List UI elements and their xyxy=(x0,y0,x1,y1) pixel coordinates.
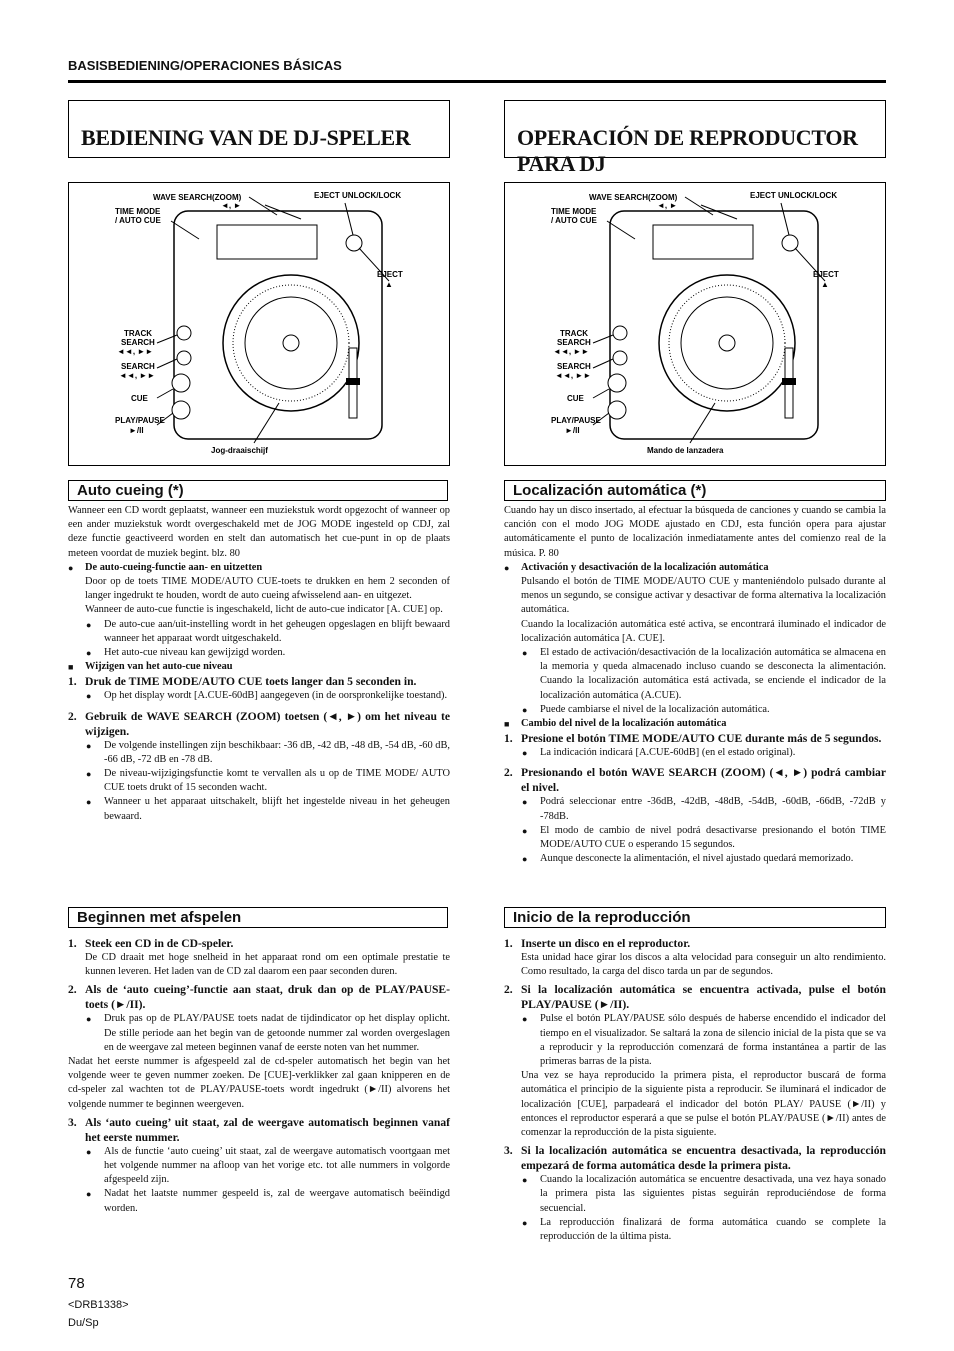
left-column-1 xyxy=(68,504,450,824)
step-text: Steek een CD in de CD-speler. xyxy=(85,937,234,950)
title-left: BEDIENING VAN DE DJ-SPELER xyxy=(81,125,411,150)
title-right: OPERACIÓN DE REPRODUCTOR PARA DJ xyxy=(517,125,858,176)
label-jog: Mando de lanzadera xyxy=(647,446,724,455)
step-text: Als de ‘auto cueing’-functie aan staat, druk dan op de PLAY/PAUSE-toets (►/II). xyxy=(85,983,450,1012)
list-item: ● Op het display wordt [A.CUE-60dB] aangegeven (in de oorspronkelijke toestand). xyxy=(68,689,450,703)
list-item: ● De volgende instellingen zijn beschikbaar: -36 dB, -42 dB, -48 dB, -54 dB, -60 dB, -66 dB, -72 dB en -78 dB. xyxy=(68,739,450,767)
label-wave-arrows: ◄, ► xyxy=(657,201,678,210)
step xyxy=(68,709,450,739)
step xyxy=(68,1115,450,1145)
step-number: 2. xyxy=(68,709,77,723)
list-item: ● Podrá seleccionar entre -36dB, -42dB, -48dB, -54dB, -60dB, -66dB, -72dB y -78dB. xyxy=(504,795,886,823)
label-track: TRACK xyxy=(560,329,588,338)
label-track-sym: ◄◄, ►► xyxy=(117,347,154,356)
section-heading-right-2 xyxy=(504,907,886,928)
label-time-mode: TIME MODE xyxy=(115,207,161,216)
language-code: Du/Sp xyxy=(68,1317,99,1329)
step xyxy=(504,765,886,795)
label-track: TRACK xyxy=(124,329,152,338)
list-item: ● La reproducción finalizará de forma automática cuando se complete la reproducción de la última pista. xyxy=(504,1216,886,1244)
step-number: 2. xyxy=(504,766,513,780)
label-play: PLAY/PAUSE xyxy=(551,416,601,425)
section-heading-left-1 xyxy=(68,480,448,501)
step-number: 3. xyxy=(68,1115,77,1129)
list-item: ● El modo de cambio de nivel podrá desactivarse presionando el botón TIME MODE/AUTO CUE o esperando 15 segundos. xyxy=(504,824,886,852)
step-number: 3. xyxy=(504,1144,513,1158)
label-wave: WAVE SEARCH(ZOOM) xyxy=(589,193,678,202)
step xyxy=(68,674,450,689)
step-text: Si la localización automática se encuentra desactivada, la reproducción empezará de forma automática desde la primera pista. xyxy=(521,1144,886,1173)
step xyxy=(504,982,886,1012)
subheading: ■ Wijzigen van het auto-cue niveau xyxy=(68,660,450,674)
label-track-2: SEARCH xyxy=(557,338,591,347)
figure-right xyxy=(504,182,886,466)
step xyxy=(504,1143,886,1173)
label-eject-sym: ▲ xyxy=(821,280,829,289)
step xyxy=(504,936,886,951)
label-play-sym: ►/II xyxy=(565,426,580,435)
label-search-sym: ◄◄, ►► xyxy=(555,371,592,380)
list-item: ● Puede cambiarse el nivel de la localización automática. xyxy=(504,703,886,717)
label-play-sym: ►/II xyxy=(129,426,144,435)
step-number: 1. xyxy=(504,937,513,950)
list-item: ● Aunque desconecte la alimentación, el nivel ajustado quedará memorizado. xyxy=(504,852,886,866)
step-number: 1. xyxy=(68,675,77,689)
list-item: ● Het auto-cue niveau kan gewijzigd worden. xyxy=(68,646,450,660)
left-column-2 xyxy=(68,936,450,1216)
label-jog: Jog-draaischijf xyxy=(211,446,268,455)
label-search-sym: ◄◄, ►► xyxy=(119,371,156,380)
list-item: ● La indicación indicará [A.CUE-60dB] (en el estado original). xyxy=(504,746,886,760)
right-column-1 xyxy=(504,504,886,866)
paragraph: De CD draait met hoge snelheid in het apparaat rond om een optimale prestatie te kunnen leveren. Het laden van de CD zal daarom een paar seconden duren. xyxy=(85,952,450,978)
title-box-right xyxy=(504,100,886,176)
section-title: Beginnen met afspelen xyxy=(77,909,242,926)
step-text: Als ‘auto cueing’ uit staat, zal de weergave automatisch beginnen vanaf het eerste nummer. xyxy=(85,1115,450,1144)
step-text: Presionando el botón WAVE SEARCH (ZOOM) (◄, ►) podrá cambiar el nivel. xyxy=(521,766,886,795)
label-auto-cue: / AUTO CUE xyxy=(551,216,597,225)
paragraph: Cuando la localización automática esté activa, se encontrará iluminado el indicador de localización automática [A. CUE]. xyxy=(521,618,886,644)
paragraph: Nadat het eerste nummer is afgespeeld zal de cd-speler automatisch het begin van het volgende weer te geven nummer zoeken. De [CUE]-verklikker zal gaan knipperen en de cd-speler zal wachten tot de PLAY/PAUSE-toets wordt ingedrukt (►/II) alvorens het volgende nummer te beginnen weergeven. xyxy=(68,1056,450,1110)
list-item: ● El estado de activación/desactivación de la localización automática se almacena en la memoria y queda almacenado incluso cuando se desconecta la alimentación. Cuando la localización automática está activada, se enciende el indicador de la localización automática (A.CUE). xyxy=(504,646,886,703)
section-heading-left-2 xyxy=(68,907,448,928)
label-eject-lock: EJECT UNLOCK/LOCK xyxy=(314,191,402,200)
list-item: ● Cuando la localización automática se encuentre desactivada, una vez haya sonado la primera pista las siguientes pistas seguirán reproduciéndose de forma secuencial. xyxy=(504,1173,886,1216)
list-item: ● De auto-cue aan/uit-instelling wordt in het geheugen opgeslagen en blijft bewaard wanneer het apparaat wordt uitgeschakeld. xyxy=(68,618,450,646)
step-text: Si la localización automática se encuentra activada, pulse el botón PLAY/PAUSE (►/II). xyxy=(521,983,886,1012)
paragraph: Door op de toets TIME MODE/AUTO CUE-toets te drukken en hem 2 seconden of langer ingedrukt te houden, wordt de auto cueing afwisselend aan- en uitgezet. xyxy=(85,576,450,602)
paragraph: Wanneer een CD wordt geplaatst, wanneer een muziekstuk wordt opgezocht of wanneer op een ander muziekstuk wordt overgeschakeld met de JOG MODE ingesteld op CDJ, zal deze functie geactiveerd worden en stelt dan automatisch het cue-punt in op de plaats meteen voordat de muziek begint. blz. 80 xyxy=(68,505,450,559)
step xyxy=(504,731,886,746)
page-number: 78 xyxy=(68,1275,85,1292)
paragraph: Una vez se haya reproducido la primera pista, el reproductor buscará de forma automática el principio de la siguiente pista a reproducir. Se iluminará el indicador de localización [CUE], parpadeará el indicador del botón PLAY/ PAUSE (►/II) y entonces el reproductor esperará a que se pulse el botón PLAY/PAUSE (►/II) antes de comenzar la reproducción de la pista siguiente. xyxy=(521,1070,886,1139)
list-item: ● Als de functie ‘auto cueing’ uit staat, zal de weergave automatisch voortgaan met het volgende nummer na afloop van het vorige etc. tot alle nummers in volgorde afgespeeld zijn. xyxy=(68,1145,450,1188)
label-cue: CUE xyxy=(567,394,584,403)
label-eject-sym: ▲ xyxy=(385,280,393,289)
step-text: Druk de TIME MODE/AUTO CUE toets langer dan 5 seconden in. xyxy=(85,675,417,689)
label-search: SEARCH xyxy=(121,362,155,371)
label-play: PLAY/PAUSE xyxy=(115,416,165,425)
header-rule xyxy=(68,80,886,83)
page-header: BASISBEDIENING/OPERACIONES BÁSICAS xyxy=(68,58,342,73)
section-title: Localización automática (*) xyxy=(513,482,707,499)
list-item: ● Pulse el botón PLAY/PAUSE sólo después de haberse encendido el indicador del tiempo en el visualizador. Se saltará la zona de silencio inicial de la pista que se va a reproducir y la reproducción comenzará de forma instantánea a partir de las primeras barras de la pista. xyxy=(504,1012,886,1069)
step-number: 2. xyxy=(504,983,513,997)
step-text: Presione el botón TIME MODE/AUTO CUE durante más de 5 segundos. xyxy=(521,732,882,746)
label-wave-arrows: ◄, ► xyxy=(221,201,242,210)
list-item: ● Nadat het laatste nummer gespeeld is, zal de weergave automatisch beëindigd worden. xyxy=(68,1187,450,1215)
step-number: 2. xyxy=(68,983,77,997)
label-track-2: SEARCH xyxy=(121,338,155,347)
label-search: SEARCH xyxy=(557,362,591,371)
label-eject: EJECT xyxy=(377,270,403,279)
paragraph: Wanneer de auto-cue functie is ingeschakeld, licht de auto-cue indicator [A. CUE] op. xyxy=(85,604,443,616)
label-eject-lock: EJECT UNLOCK/LOCK xyxy=(750,191,838,200)
label-eject: EJECT xyxy=(813,270,839,279)
step xyxy=(68,936,450,951)
bullet-heading: ● Activación y desactivación de la localización automática xyxy=(504,561,886,575)
list-item: ● De niveau-wijzigingsfunctie komt te vervallen als u op de TIME MODE/ AUTO CUE toets drukt of 15 seconden wacht. xyxy=(68,767,450,795)
list-item: ● Druk pas op de PLAY/PAUSE toets nadat de tijdindicator op het display oplicht. De stille periode aan het begin van de getoonde nummer zal worden overgeslagen en de weergave zal meteen beginnen vanaf de eerste noten van het nummer. xyxy=(68,1012,450,1055)
step-number: 1. xyxy=(68,937,77,950)
document-code: <DRB1338> xyxy=(68,1299,129,1311)
label-wave: WAVE SEARCH(ZOOM) xyxy=(153,193,242,202)
paragraph: Pulsando el botón de TIME MODE/AUTO CUE y manteniéndolo pulsado durante al menos un segundo, se consigue activar y desactivar de forma alternativa la localización automática. xyxy=(521,576,886,616)
section-title: Auto cueing (*) xyxy=(77,482,184,499)
label-cue: CUE xyxy=(131,394,148,403)
step xyxy=(68,982,450,1012)
title-box-left xyxy=(68,100,450,158)
cdj-diagram-right xyxy=(505,183,887,467)
list-item: ● Wanneer u het apparaat uitschakelt, blijft het ingestelde niveau in het geheugen bewaard. xyxy=(68,795,450,823)
step-text: Inserte un disco en el reproductor. xyxy=(521,937,691,950)
step-number: 1. xyxy=(504,732,513,746)
right-column-2 xyxy=(504,936,886,1244)
step-text: Gebruik de WAVE SEARCH (ZOOM) toetsen (◄, ►) om het niveau te wijzigen. xyxy=(85,709,450,738)
section-title: Inicio de la reproducción xyxy=(513,909,691,926)
label-track-sym: ◄◄, ►► xyxy=(553,347,590,356)
cdj-diagram-left xyxy=(69,183,451,467)
figure-left xyxy=(68,182,450,466)
label-auto-cue: / AUTO CUE xyxy=(115,216,161,225)
section-heading-right-1 xyxy=(504,480,886,501)
label-time-mode: TIME MODE xyxy=(551,207,597,216)
subheading: ■ Cambio del nivel de la localización automática xyxy=(504,717,886,731)
paragraph: Esta unidad hace girar los discos a alta velocidad para conseguir un alto rendimiento. Como resultado, la carga del disco tarda un par de segundos. xyxy=(521,952,886,978)
bullet-heading: ● De auto-cueing-functie aan- en uitzetten xyxy=(68,561,450,575)
paragraph: Cuando hay un disco insertado, al efectuar la búsqueda de canciones y cuando se cambia la canción con el modo JOG MODE ajustado en CDJ, esta función opera para ajustar automáticamente el punto de localización inmediatamente antes del comienzo real de la música. P. 80 xyxy=(504,505,886,559)
